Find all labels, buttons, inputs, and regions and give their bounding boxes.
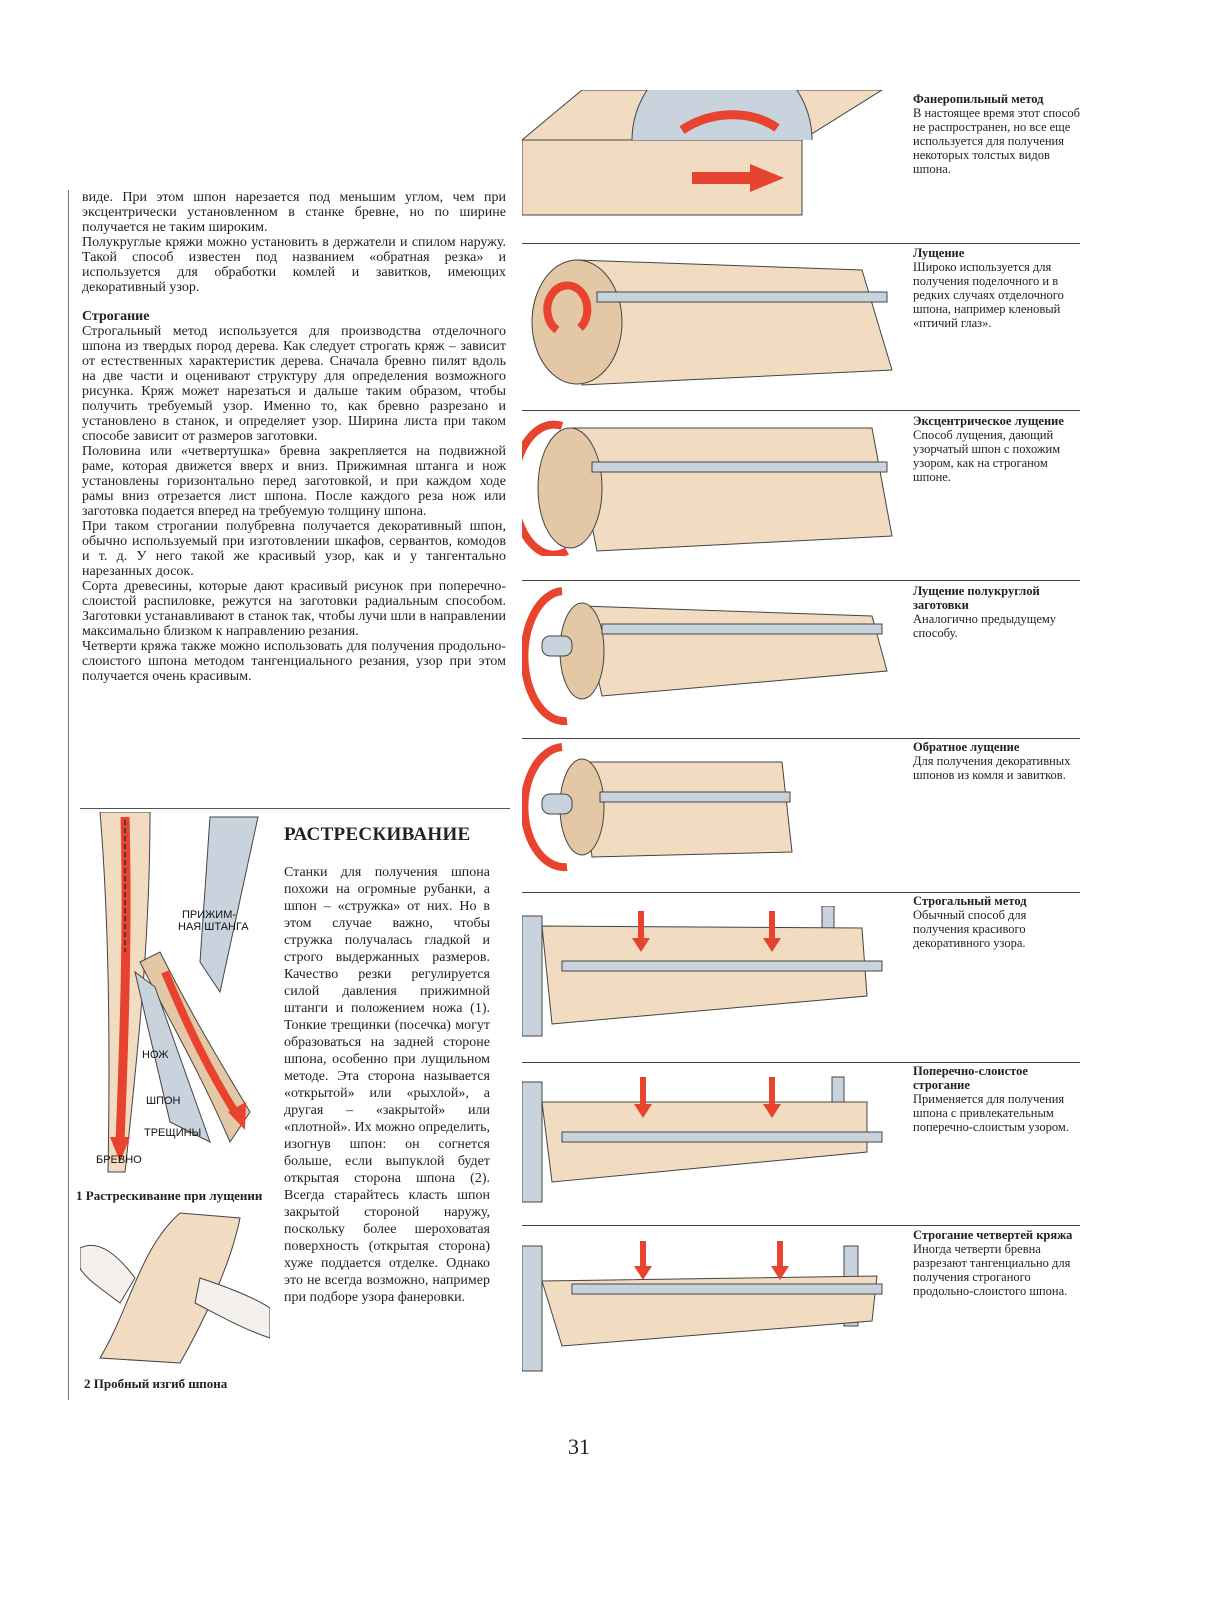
method-title: Строгание четвертей кряжа: [913, 1228, 1073, 1242]
method-title: Лущение полукруглой заготовки: [913, 584, 1040, 612]
frame-plate: [522, 1082, 542, 1202]
divider: [522, 580, 1080, 581]
page-number: 31: [568, 1434, 590, 1459]
pressure-bar: [562, 1132, 882, 1142]
half-round-peeling-illustration: [522, 586, 902, 726]
cracking-text: Станки для получения шпона похожи на огромные рубанки, а шпон – «стружка» от них. Но в этом случае важно, чтобы стружка получалась гладкой и строго выдержанных размеров. Качество резки регулируется силой давления прижимной штанги и положением ножа (1). Тонкие трещинки (посечка) могут образоваться на задней стороне шпона, особенно при лущильном методе. Эта сторона называется «открытой» или «рыхлой», а другая – «закрытой» или «плотной». Их можно определить, изогнув шпон: он согнется больше, если выпуклой будет открытая сторона шпона (2). Всегда старайтесь класть шпон закрытой стороной наружу, поскольку более шероховатая поверхность (открытая сторона) хуже поддается отделке. Однако это не всегда возможно, например при подборе узора фанеровки.: [284, 865, 490, 1305]
divider: [522, 410, 1080, 411]
method-note: [913, 414, 1083, 484]
knife: [592, 462, 887, 472]
method-note: [913, 1228, 1083, 1298]
bending-test-illustration: [80, 1208, 270, 1368]
divider: [522, 1062, 1080, 1063]
down-arrow: [769, 1077, 775, 1107]
method-title: Лущение: [913, 246, 965, 260]
divider: [522, 243, 1080, 244]
right-hand: [195, 1278, 270, 1338]
pressure-bar: [562, 961, 882, 971]
method-title: Обратное лущение: [913, 740, 1020, 754]
divider: [522, 738, 1080, 739]
label-log: БРЕВНО: [96, 1154, 142, 1166]
method-text: Способ лущения, дающий узорчатый шпон с похожим узором, как на строганом шпоне.: [913, 428, 1061, 484]
method-text: Аналогично предыдущему способу.: [913, 612, 1057, 640]
figure-caption: 1 Растрескивание при лущении: [76, 1188, 263, 1203]
left-column: [68, 190, 506, 684]
method-text: Иногда четверти бревна разрезают тангенциально для получения строганого продольно-слоистого шпона.: [913, 1242, 1071, 1298]
log-body: [572, 428, 892, 551]
label-pressure-bar: ПРИЖИМ-: [182, 909, 237, 921]
method-note: [913, 740, 1083, 782]
sawing-illustration: [522, 90, 902, 220]
label-pressure-bar: НАЯ ШТАНГА: [178, 921, 249, 933]
down-arrow: [640, 1241, 646, 1269]
left-hand: [80, 1245, 135, 1303]
method-note: [913, 1064, 1083, 1134]
method-text: Обычный способ для получения красивого декоративного узора.: [913, 908, 1027, 950]
method-note: [913, 246, 1083, 330]
paragraph: При таком строгании полубревна получается декоративный шпон, обычно используемый при изготовлении шкафов, сервантов, комодов и т. д. У него такой же красивый узор, как и у тангентально нарезанных досок.: [82, 519, 506, 579]
paragraph: Полукруглые кряжи можно установить в держатели и спилом наружу. Такой способ известен под названием «обратная резка» и используется для обработки комлей и завитков, имеющих декоративный узор.: [82, 235, 506, 295]
method-title: Эксцентрическое лущение: [913, 414, 1064, 428]
paragraph: Сорта древесины, которые дают красивый рисунок при поперечно-слоистой распиловке, режутся на заготовки радиальным способом. Заготовки устанавливают в станок так, чтобы лучи шли в направлении максимально близком к направлению резания.: [82, 579, 506, 639]
section-divider: [80, 808, 510, 809]
log-end: [532, 260, 622, 384]
frame-plate: [522, 1246, 542, 1371]
method-title: Поперечно-слоистое строгание: [913, 1064, 1028, 1092]
log-body: [577, 260, 892, 385]
paragraph: Половина или «четвертушка» бревна закрепляется на подвижной раме, которая движется вверх и вниз. Прижимная штанга и нож установлены горизонтально перед заготовкой, и при каждом ходе рамы вниз отрезается лист шпона. После каждого реза нож или заготовка подается вперед на требуемую толщину шпона.: [82, 444, 506, 519]
method-note: [913, 894, 1083, 950]
paragraph: Строгальный метод используется для производства отделочного шпона из твердых пород дерева. Как следует строгать кряж – зависит от естественных характеристик дерева. Сначала бревно пилят вдоль на две части и оценивают структуру для определения возможного рисунка. Кряж может нарезаться и дальше таким образом, чтобы получить требуемый узор. Именно то, как бревно разрезано и установлено в станок, и определяет узор. Ширина листа при таком способе зависит от размеров заготовки.: [82, 324, 506, 444]
reverse-peeling-illustration: [522, 742, 902, 877]
divider: [522, 892, 1080, 893]
log-end: [538, 428, 602, 548]
cracking-diagram: [80, 812, 270, 1182]
crosscut-slicing-illustration: [522, 1072, 902, 1212]
eccentric-peeling-illustration: [522, 416, 902, 556]
figure-caption: 2 Пробный изгиб шпона: [84, 1376, 228, 1391]
label-knife: НОЖ: [142, 1049, 169, 1061]
method-text: Для получения декоративных шпонов из комля и завитков.: [913, 754, 1071, 782]
label-veneer: ШПОН: [146, 1095, 181, 1107]
cracking-title: РАСТРЕСКИВАНИЕ: [284, 824, 471, 845]
label-cracks: ТРЕЩИНЫ: [144, 1127, 202, 1139]
chuck: [542, 794, 572, 814]
log-body: [582, 606, 887, 696]
pressure-bar-shape: [200, 817, 258, 992]
frame-plate: [522, 916, 542, 1036]
method-note: [913, 92, 1083, 176]
method-text: Широко используется для получения поделочного и в редких случаях отделочного шпона, например кленовый «птичий глаз».: [913, 260, 1064, 330]
quarter-slicing-illustration: [522, 1236, 902, 1376]
divider: [522, 1225, 1080, 1226]
pressure-bar: [572, 1284, 882, 1294]
knife: [600, 792, 790, 802]
down-arrow: [777, 1241, 783, 1269]
knife: [602, 624, 882, 634]
arrow-head: [634, 1266, 652, 1280]
down-arrow: [640, 1077, 646, 1107]
method-text: В настоящее время этот способ не распространен, но все еще используется для получения некоторых толстых видов шпона.: [913, 106, 1080, 176]
log-body: [582, 762, 792, 857]
method-text: Применяется для получения шпона с привлекательным поперечно-слоистым узором.: [913, 1092, 1069, 1134]
paragraph: Четверти кряжа также можно использовать для получения продольно-слоистого шпона методом тангенциального резания, узор при этом получается очень красивым.: [82, 639, 506, 684]
section-heading: Строгание: [82, 309, 150, 324]
paragraph: виде. При этом шпон нарезается под меньшим углом, чем при эксцентрически установленном в станке бревне, но по ширине получается не таким широким.: [82, 190, 506, 235]
method-title: Строгальный метод: [913, 894, 1027, 908]
slicing-illustration: [522, 906, 902, 1046]
knife: [597, 292, 887, 302]
chuck: [542, 636, 572, 656]
half-log: [542, 926, 867, 1024]
down-arrow: [769, 911, 775, 941]
method-note: [913, 584, 1083, 640]
method-title: Фанеропильный метод: [913, 92, 1044, 106]
peeling-illustration: [522, 250, 902, 390]
down-arrow: [638, 911, 644, 941]
feed-arrow: [692, 172, 752, 184]
